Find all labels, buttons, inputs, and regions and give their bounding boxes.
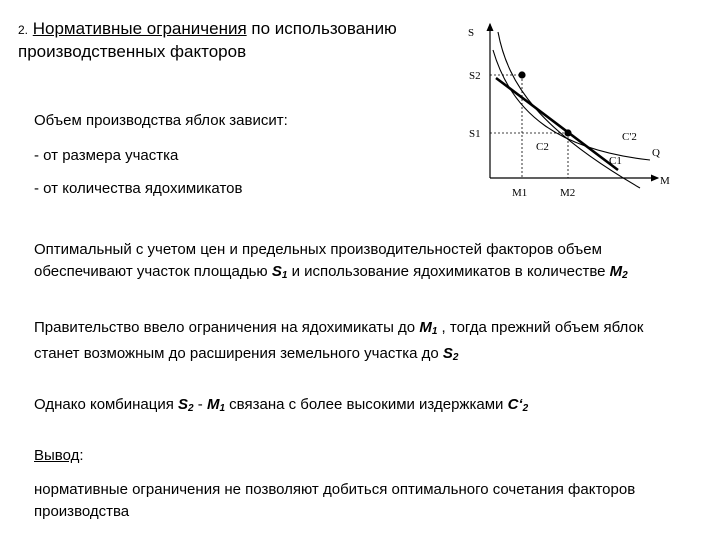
depends-heading: Объем производства яблок зависит:: [34, 112, 288, 129]
slide-title: [18, 18, 458, 63]
label-m1: M1: [512, 187, 528, 199]
p2-text-2: , тогда прежний объем яблок станет возможным до расширения земельного участка до: [34, 319, 644, 362]
p3-s-sub: 2: [188, 403, 194, 414]
p1-m: M: [609, 263, 623, 280]
isoquant-q: [493, 50, 650, 160]
p2-s: S: [442, 345, 453, 362]
conclusion-label: [34, 445, 84, 467]
conclusion-colon: :: [79, 447, 84, 464]
p3-m: M: [206, 396, 220, 413]
paragraph-optimal: [34, 239, 664, 287]
isocost-c1: [496, 78, 618, 170]
p1-text-1: Оптимальный с учетом цен и предельных производительностей факторов объем обеспечивают участок площадью: [34, 241, 602, 280]
p1-s: S: [271, 263, 282, 280]
p2-m: M: [419, 319, 432, 336]
p1-text-2: и использование ядохимикатов в количестве: [287, 263, 610, 280]
point-s2-m1: [518, 71, 525, 78]
paragraph-costs: [34, 394, 694, 420]
label-s2: S2: [469, 70, 481, 82]
p2-s-sub: 2: [452, 352, 459, 363]
label-s1: S1: [469, 128, 481, 140]
depends-item-chemicals: - от количества ядохимикатов: [34, 180, 243, 197]
label-q: Q: [652, 147, 660, 159]
p1-s-sub: 1: [281, 270, 288, 281]
conclusion-text: нормативные ограничения не позволяют добиться оптимального сочетания факторов производства: [34, 481, 636, 520]
p3-text-2: связана с более высокими издержками: [225, 396, 508, 413]
depends-item-plot: - от размера участка: [34, 147, 179, 164]
p3-c: C‘: [507, 396, 523, 413]
paragraph-restriction: [34, 317, 684, 369]
p2-text-1: Правительство ввело ограничения на ядохимикаты до: [34, 319, 420, 336]
label-m2: M2: [560, 187, 576, 199]
x-axis-label: M: [660, 175, 670, 187]
title-rest: по использованию производственных факторов: [18, 19, 397, 61]
p2-m-sub: 1: [431, 326, 438, 337]
conclusion-label-text: Вывод: [34, 447, 80, 464]
p3-text-1: Однако комбинация: [34, 396, 179, 413]
p3-m-sub: 1: [219, 403, 226, 414]
p3-s: S: [178, 396, 189, 413]
label-c2-prime: C'2: [622, 131, 637, 143]
y-axis-label: S: [468, 27, 475, 39]
label-c1: C1: [609, 155, 622, 167]
p3-c-sub: 2: [522, 403, 529, 414]
label-c2: C2: [536, 141, 549, 153]
point-s1-m2: [564, 129, 571, 136]
p1-m-sub: 2: [622, 270, 628, 281]
title-number: 2.: [18, 23, 29, 37]
p3-dash: -: [193, 396, 207, 413]
isoquant-graph: [450, 10, 690, 210]
title-underlined: Нормативные ограничения: [32, 19, 247, 38]
